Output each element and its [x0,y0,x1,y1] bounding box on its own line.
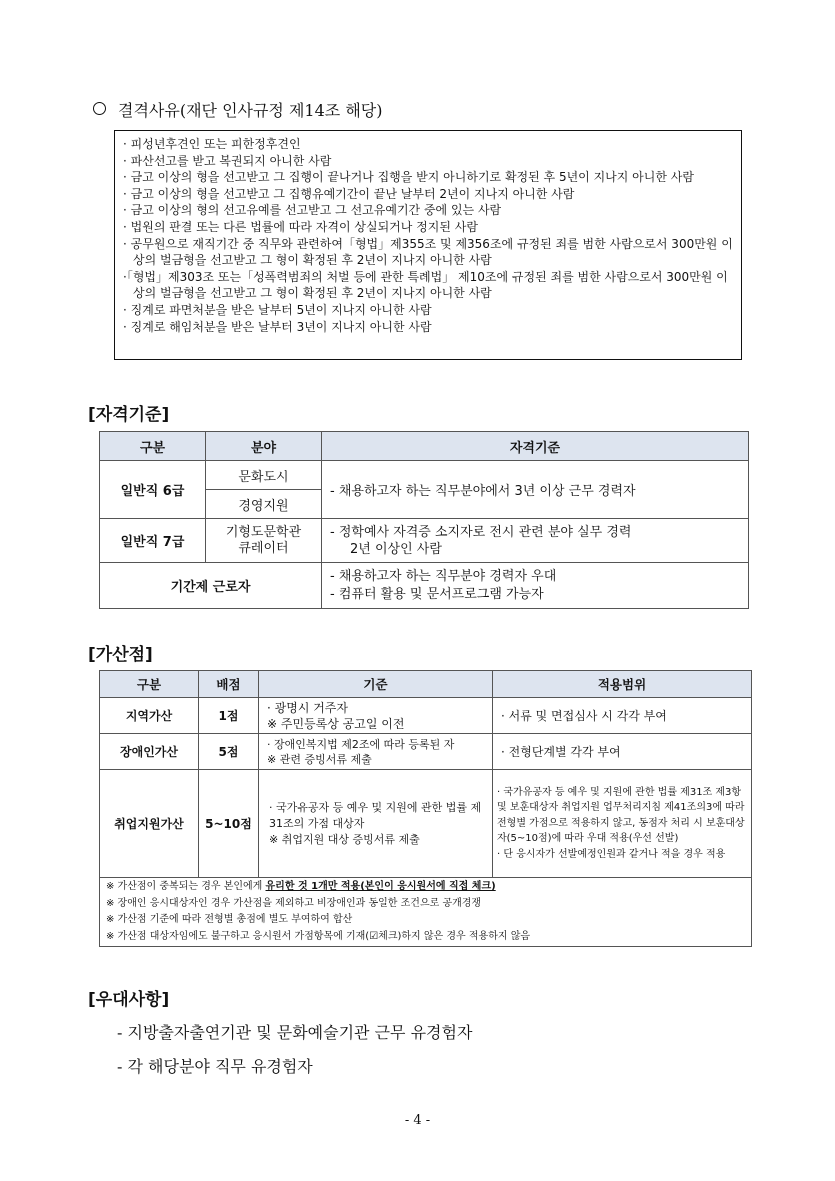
category-cell: 장애인가산 [100,734,199,770]
field-cell: 문화도시 [206,461,322,490]
table-row [100,519,749,563]
table-header-row [100,432,749,461]
field-line: 기형도문학관 [225,524,302,540]
note-line [106,879,745,896]
category-cell: 지역가산 [100,698,199,734]
criteria-line: ※ 주민등록상 공고일 이전 [267,716,405,731]
list-item: · 피성년후견인 또는 피한정후견인 [123,137,301,151]
column-header: 분야 [206,432,322,461]
criteria-line: - 채용하고자 하는 직무분야 경력자 우대 [330,568,557,584]
table-row [100,734,752,770]
grade-cell: 일반직 6급 [100,461,206,519]
scope-line: · 국가유공자 등 예우 및 지원에 관한 법률 제31조 제3항 및 보훈대상자 취업지원 업무처리지침 제41조의3에 따라 전형별 가점으로 적용하지 않고, 동점자 처리 시 보훈대상자(5~10점)에 따라 우대 적용(우선 선발) [497,786,745,845]
disqualification-box [114,130,742,360]
points-cell: 1점 [199,698,259,734]
table-row [100,698,752,734]
field-cell [206,519,322,563]
preference-heading: [우대사항] [88,990,170,1010]
field-cell: 경영지원 [206,490,322,519]
scope-cell: · 전형단계별 각각 부여 [493,734,752,770]
table-row [100,563,749,609]
note-emphasis: 유리한 것 1개만 적용(본인이 응시원서에 직접 체크) [265,881,496,892]
list-item: · 법원의 판결 또는 다른 법률에 따라 자격이 상실되거나 정지된 사람 [123,219,478,234]
note-line: ※ 가산점 기준에 따라 전형별 총점에 별도 부여하여 합산 [106,914,353,925]
list-item: - 각 해당분야 직무 유경험자 [117,1057,313,1076]
points-cell: 5점 [199,734,259,770]
criteria-cell [259,698,493,734]
criteria-line: ※ 관련 증빙서류 제출 [267,752,372,766]
list-item: · 파산선고를 받고 복권되지 아니한 사람 [123,153,332,168]
note-row [100,878,752,947]
preference-list [117,1020,472,1088]
list-item: · 징계로 해임처분을 받은 날부터 3년이 지나지 아니한 사람 [123,319,432,334]
table-row [100,770,752,878]
scope-cell [493,770,752,878]
scope-cell: · 서류 및 면접심사 시 각각 부여 [493,698,752,734]
criteria-line: · 국가유공자 등 예우 및 지원에 관한 법률 제31조의 가점 대상자 [269,800,482,830]
table-row [100,461,749,490]
notes-cell [100,878,752,947]
list-item: ·「형법」제303조 또는「성폭력범죄의 처벌 등에 관한 특례법」 제10조에 규정된 죄를 범한 사람으로서 300만원 이상의 벌금형을 선고받고 그 형이 확정된 후 2년이 지나지 아니한 사람 [123,269,728,301]
category-cell: 취업지원가산 [100,770,199,878]
criteria-line: · 광명시 거주자 [267,700,348,715]
criteria-line: ※ 취업지원 대상 증빙서류 제출 [269,832,420,846]
column-header: 구분 [100,432,206,461]
table-header-row [100,671,752,698]
list-item: - 지방출자출연기관 및 문화예술기관 근무 유경험자 [117,1023,473,1042]
list-item: · 공무원으로 재직기간 중 직무와 관련하여「형법」제355조 및 제356조에 규정된 죄를 범한 사람으로서 300만원 이상의 벌금형을 선고받고 그 형이 확정된 후 2년이 지나지 아니한 사람 [123,236,733,268]
page-number: - 4 - [404,1113,431,1128]
criteria-line: · 장애인복지법 제2조에 따라 등록된 자 [267,737,455,751]
disqualification-title: 결격사유(재단 인사규정 제14조 해당) [93,98,383,121]
note-text: ※ 가산점이 중복되는 경우 본인에게 [106,881,266,892]
criteria-cell [259,734,493,770]
qualification-heading: [자격기준] [88,405,170,425]
list-item: · 금고 이상의 형의 선고유예를 선고받고 그 선고유예기간 중에 있는 사람 [123,203,502,218]
column-header: 적용범위 [493,671,752,698]
criteria-cell [322,519,749,563]
grade-cell: 기간제 근로자 [100,563,322,609]
list-item: · 금고 이상의 형을 선고받고 그 집행이 끝나거나 집행을 받지 아니하기로 확정된 후 5년이 지나지 아니한 사람 [123,170,694,185]
criteria-line: - 컴퓨터 활용 및 문서프로그램 가능자 [330,586,544,602]
bonus-heading: [가산점] [88,645,153,665]
criteria-line: 2년 이상인 사람 [350,541,442,557]
column-header: 자격기준 [322,432,749,461]
criteria-cell: - 채용하고자 하는 직무분야에서 3년 이상 근무 경력자 [322,461,749,519]
criteria-line: - 정학예사 자격증 소지자로 전시 관련 분야 실무 경력 [330,524,632,540]
column-header: 기준 [259,671,493,698]
criteria-cell [259,770,493,878]
list-item: · 징계로 파면처분을 받은 날부터 5년이 지나지 아니한 사람 [123,302,432,317]
points-cell: 5~10점 [199,770,259,878]
note-line: ※ 장애인 응시대상자인 경우 가산점을 제외하고 비장애인과 동일한 조건으로 공개경쟁 [106,897,482,909]
field-line: 큐레이터 [238,540,289,556]
scope-line: · 단 응시자가 선발예정인원과 같거나 적을 경우 적용 [497,848,726,860]
bonus-table [99,670,752,947]
column-header: 배점 [199,671,259,698]
list-item: · 금고 이상의 형을 선고받고 그 집행유예기간이 끝난 날부터 2년이 지나지 아니한 사람 [123,186,575,201]
note-line: ※ 가산점 대상자임에도 불구하고 응시원서 가점항목에 기재(☑체크)하지 않은 경우 적용하지 않음 [106,930,531,942]
qualification-table [99,431,749,609]
grade-cell: 일반직 7급 [100,519,206,563]
criteria-cell [322,563,749,609]
column-header: 구분 [100,671,199,698]
circle-bullet-icon [93,102,106,115]
